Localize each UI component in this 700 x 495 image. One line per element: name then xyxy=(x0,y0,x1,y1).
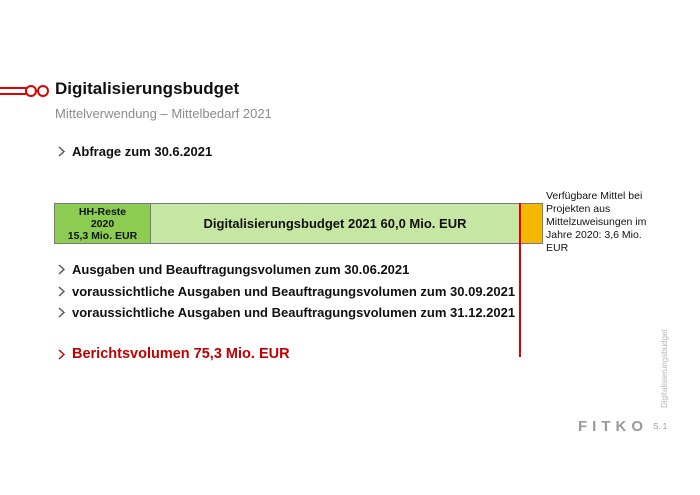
chevron-right-icon xyxy=(57,146,66,157)
budget-2021-label: Digitalisierungsbudget 2021 60,0 Mio. EUR xyxy=(203,216,467,231)
reporting-marker-line xyxy=(519,203,521,357)
total-volume xyxy=(57,346,290,362)
chevron-right-icon xyxy=(57,307,66,318)
chevron-right-icon xyxy=(57,349,66,360)
vertical-section-label: Digitalisierungsbudget xyxy=(660,329,669,408)
page-number: S. 1 xyxy=(653,422,668,431)
list-item xyxy=(57,284,515,299)
list-item-text: voraussichtliche Ausgaben und Beauftragungsvolumen zum 31.12.2021 xyxy=(72,305,516,320)
title-accent-icon xyxy=(0,84,50,98)
budget-bar xyxy=(54,203,543,244)
brand-logo: FITKO xyxy=(578,418,648,435)
chevron-right-icon xyxy=(57,264,66,275)
hh-reste-segment xyxy=(55,204,151,243)
hh-reste-year: 2020 xyxy=(90,217,115,230)
available-funds-note: Verfügbare Mittel bei Projekten aus Mittelzuweisungen im Jahre 2020: 3,6 Mio. EUR xyxy=(546,190,647,254)
list-item-text: Ausgaben und Beauftragungsvolumen zum 30.06.2021 xyxy=(72,262,410,277)
list-item-text: voraussichtliche Ausgaben und Beauftragungsvolumen zum 30.09.2021 xyxy=(72,284,516,299)
list-item xyxy=(57,262,409,277)
query-heading xyxy=(57,144,212,159)
chevron-right-icon xyxy=(57,286,66,297)
list-item xyxy=(57,305,515,320)
hh-reste-amount: 15,3 Mio. EUR xyxy=(67,229,138,242)
total-volume-text: Berichtsvolumen 75,3 Mio. EUR xyxy=(72,346,290,362)
query-heading-text: Abfrage zum 30.6.2021 xyxy=(72,144,213,159)
hh-reste-label: HH-Reste xyxy=(78,205,127,218)
page-subtitle: Mittelverwendung – Mittelbedarf 2021 xyxy=(55,106,272,121)
available-funds-segment xyxy=(519,204,542,243)
page-title: Digitalisierungsbudget xyxy=(55,79,240,98)
budget-2021-segment xyxy=(151,204,519,243)
